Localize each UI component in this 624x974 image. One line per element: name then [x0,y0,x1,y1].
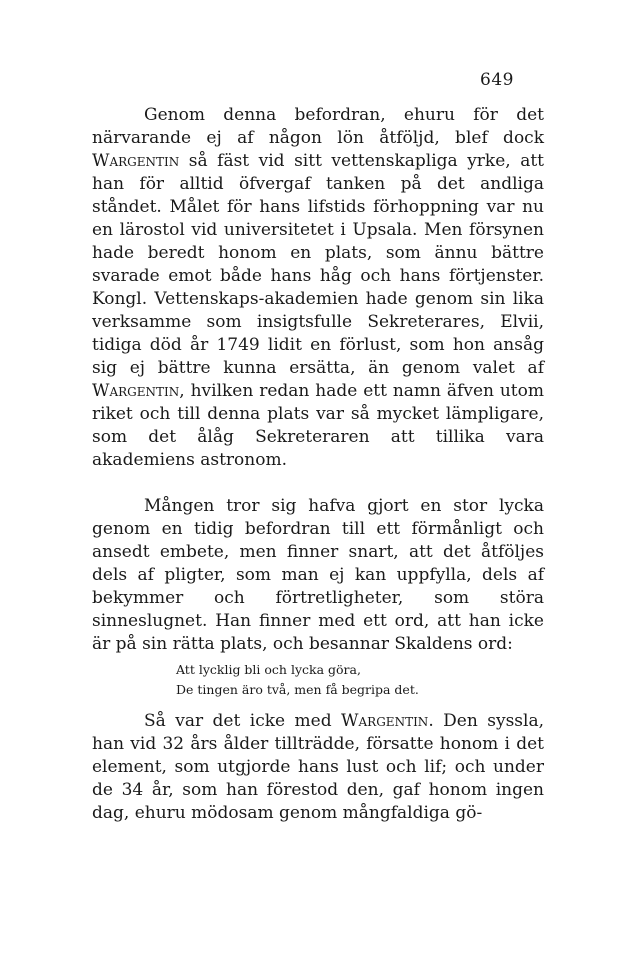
paragraph-2: Mången tror sig hafva gjort en stor lycka genom en tidig befordran till ett förmånligt och ansedt embete, men finner snart, att det åtföljes dels af pligter, som man ej kan uppfylla, dels af bekymmer och förtretligheter, som störa sinneslugnet. Han finner med ett ord, att han icke är på sin rätta plats, och besannar Skaldens ord: [92,496,544,654]
quote-line-1: Att lycklig bli och lycka göra, [176,662,361,677]
paragraph-1-text-b: så fäst vid sitt vettenskapliga yrke, att han för alltid öfvergaf tanken på det andliga ståndet. Målet för hans lifstids förhoppning var nu en lärostol vid universitetet i Upsala. Men försynen hade beredt honom en plats, som ännu bättre svarade emot både hans håg och hans förtjenster. Kongl. Vettenskaps-akademien hade genom sin lika verksamme som insigtsfulle Sekreterares, Elvii, tidiga död år 1749 lidit en förlust, som hon ansåg sig ej bättre kunna ersätta, än genom valet af [92,151,544,378]
name-wargentin-1: Wargentin [92,151,180,171]
page-number: 649 [480,70,514,90]
paragraph-1-text-a: Genom denna befordran, ehuru för det närvarande ej af någon lön åtföljd, blef dock [92,105,544,148]
name-wargentin-3: Wargentin [341,711,429,731]
paragraph-3-text-b: . Den syssla, han vid 32 års ålder tillträdde, försatte honom i det element, som utgjorde hans lust och lif; och under de 34 år, som han förestod den, gaf honom ingen dag, ehuru mödosam genom mångfaldiga gö- [92,711,545,823]
quote-line-2: De tingen äro två, men få begripa det. [176,682,419,697]
paragraph-1 [92,104,544,472]
name-wargentin-2: Wargentin [92,381,180,401]
poem-quote [176,660,419,700]
paragraph-3 [92,710,544,825]
paragraph-3-text-a: Så var det icke med [144,711,342,731]
paragraph-1-text-c: , hvilken redan hade ett namn äfven utom riket och till denna plats var så mycket lämpligare, som det ålåg Sekreteraren att tillika vara akademiens astronom. [92,381,544,470]
